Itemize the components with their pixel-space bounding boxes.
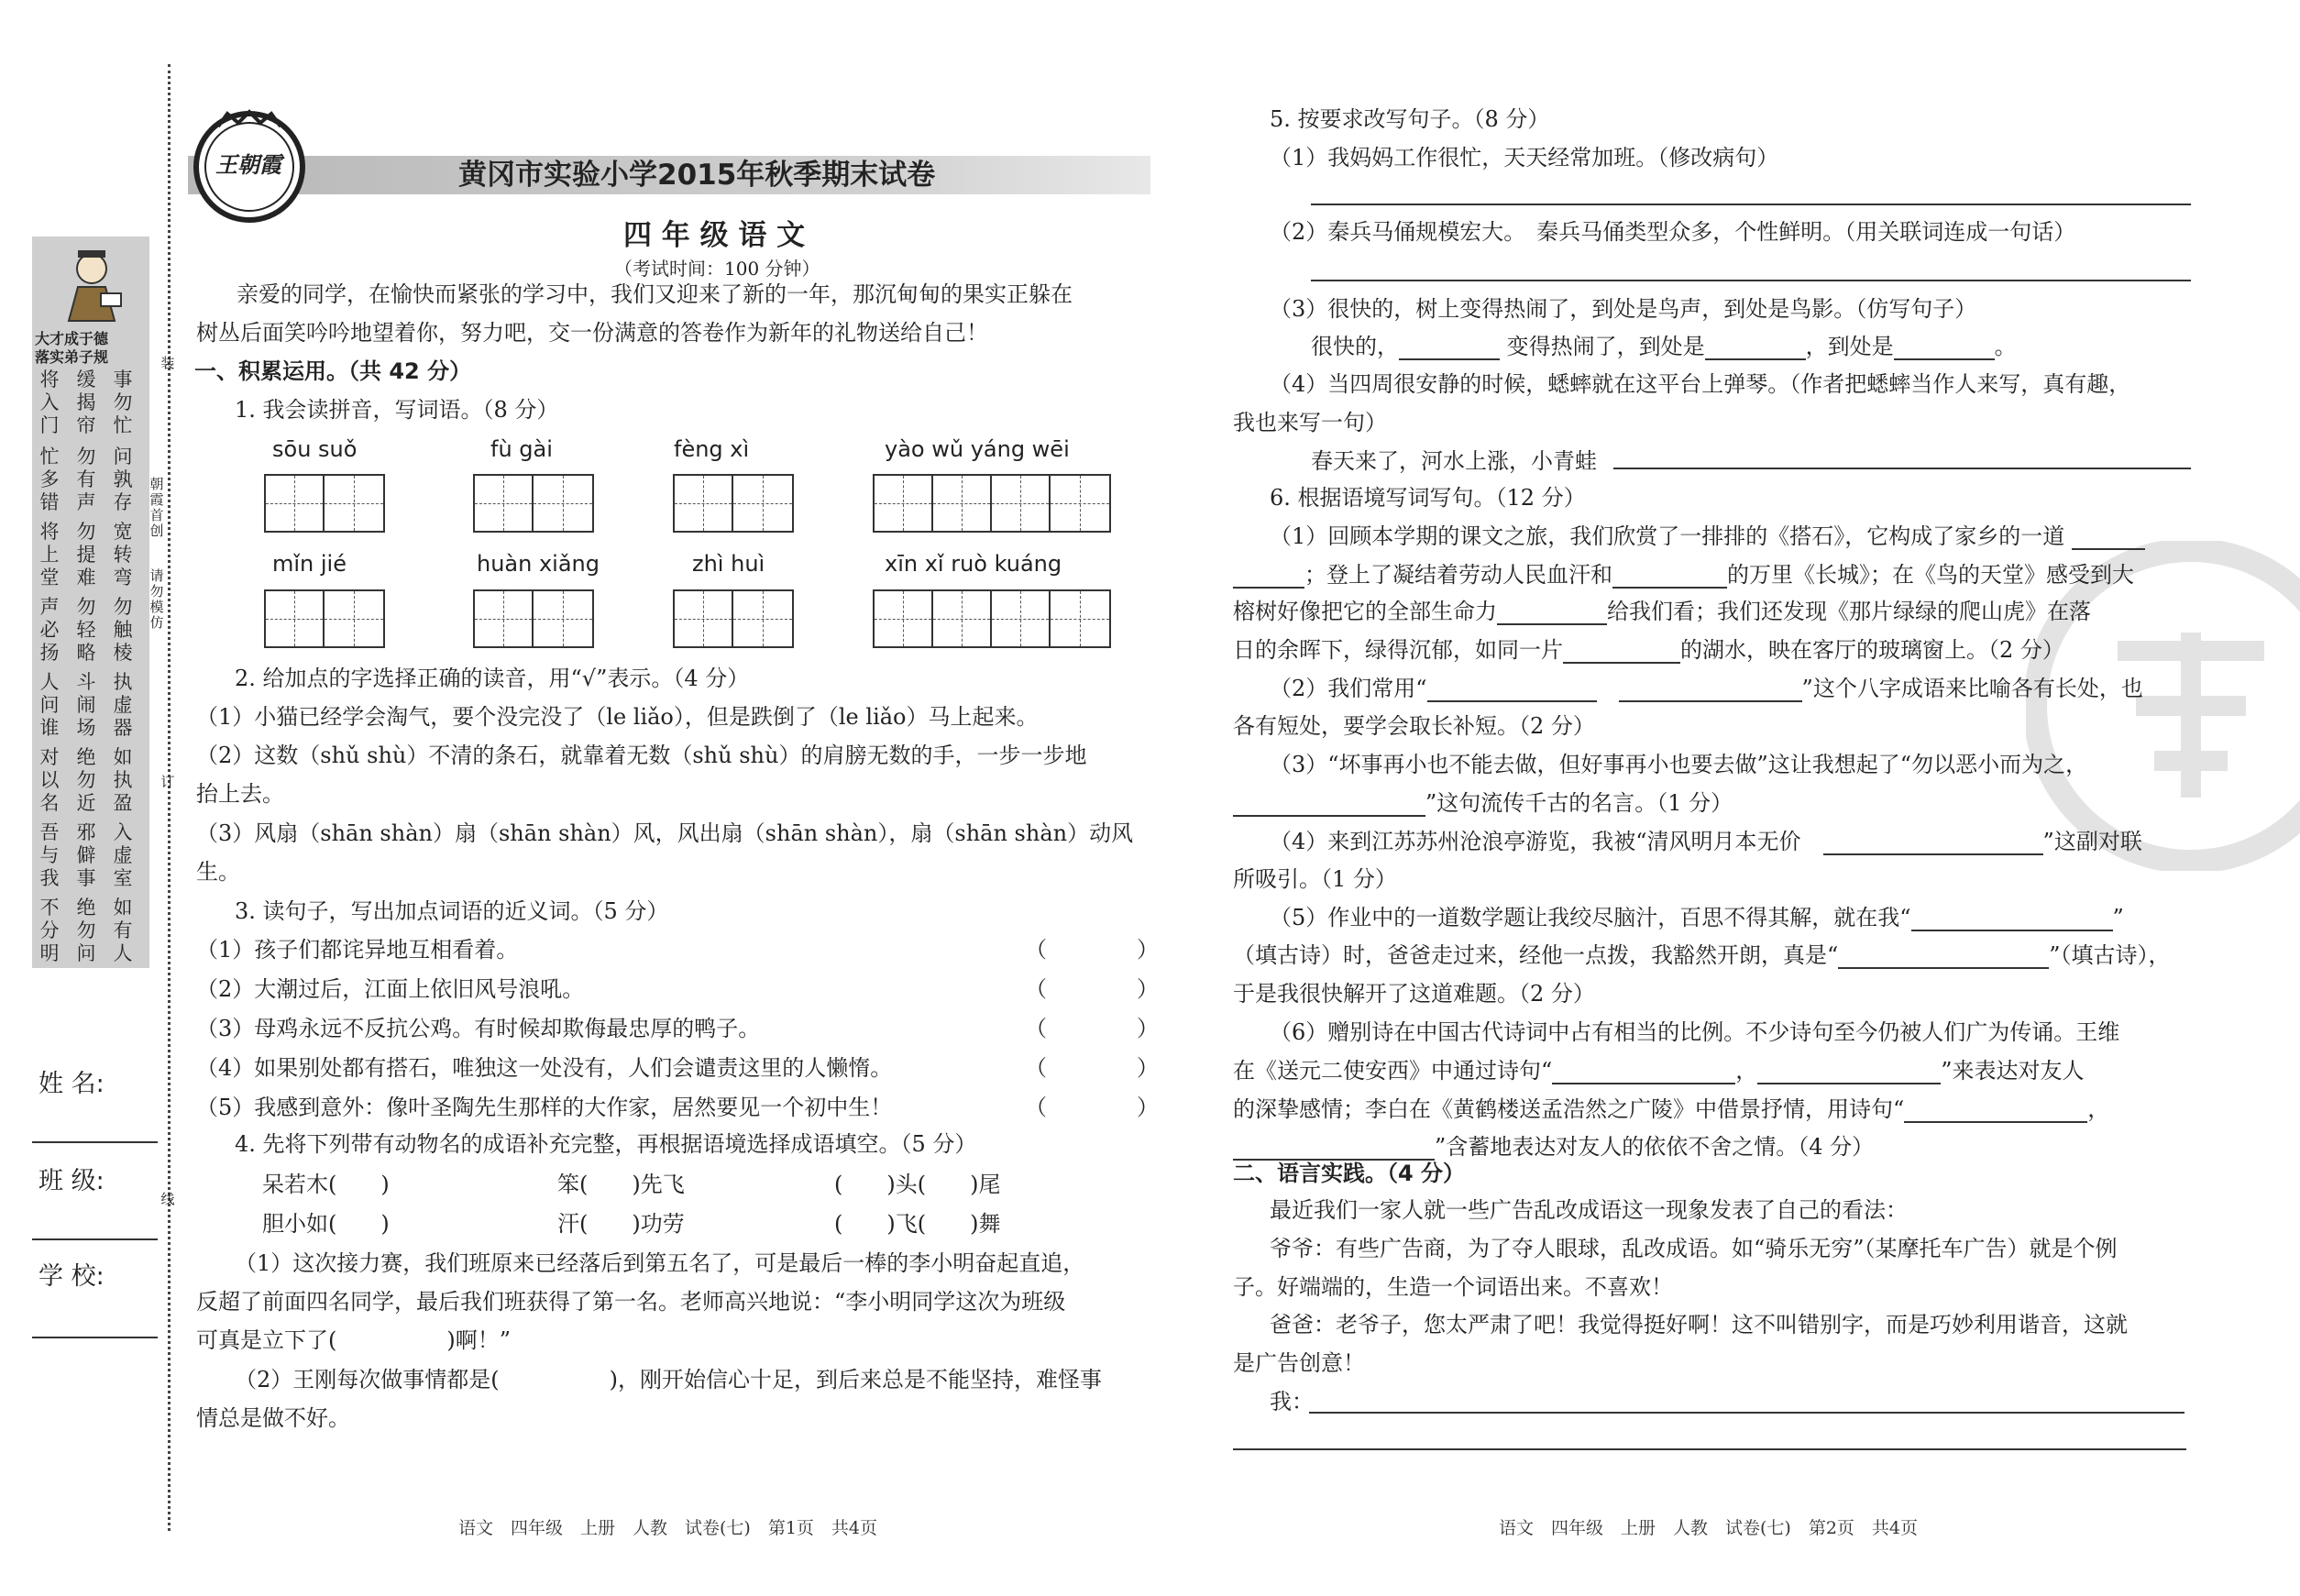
motto-column: 斗闹场 [76,671,96,739]
q4-sentence-1a: （1）这次接力赛，我们班原来已经落后到第五名了，可是最后一棒的李小明奋起直追， [235,1250,1085,1276]
motto-column: 如执盈 [113,746,133,814]
q3-item: （4）如果别处都有搭石，唯独这一处没有，人们会谴责这里的人懒惰。 [196,1055,893,1081]
q6-p1-blank-1[interactable] [2072,526,2145,550]
q6-p4a-text-2: ”这副对联 [2042,829,2142,854]
motto-column: 不分明 [39,897,60,964]
motto-column: 勿触棱 [113,596,133,664]
intro-line-2: 树丛后面笑吟吟地望着你，努力吧，交一份满意的答卷作为新年的礼物送给自己！ [196,320,988,346]
q5-s3-part-1: 很快的， [1311,334,1399,359]
q6-p4a-text-1: （4）来到江苏苏州沧浪亭游览，我被“清风明月本无价 [1270,829,1801,854]
q3-answer-paren-open: （ [1025,1016,1047,1041]
s2-line-2b: 子。好端端的，生造一个词语出来。不喜欢！ [1233,1274,1673,1300]
motto-column: 宽转弯 [113,521,133,589]
q1-stem: 1. 我会读拼音，写词语。（8 分） [235,397,559,423]
q6-p6-blank-3[interactable] [1904,1099,2087,1123]
q5-s1: （1）我妈妈工作很忙，天天经常加班。（修改病句） [1270,145,1779,171]
q6-stem: 6. 根据语境写词写句。（12 分） [1270,485,1586,511]
q3-stem: 3. 读句子，写出加点词语的近义词。（5 分） [235,898,669,924]
q4-sentence-1c: 可真是立下了( )啊！” [196,1327,511,1353]
binding-mark-zhuang: 装 [160,355,175,371]
s2-line-4-label: 我： [1270,1389,1314,1414]
motto-column: 入虚室 [113,821,133,889]
q4-idiom-5[interactable]: 汗( )功劳 [557,1211,685,1237]
q2-line-4: （3）风扇（shān shàn）扇（shān shàn）风，风出扇（shān shàn），扇（shān shàn）动风 [196,820,1134,846]
q3-answer-paren-close: ） [1137,937,1159,963]
q6-p6b-text-3: ”来表达对友人 [1941,1058,2085,1084]
q6-p1c [1233,598,2091,625]
q6-p4b: 所吸引。（1 分） [1233,866,1397,892]
q3-item: （5）我感到意外：像叶圣陶先生那样的大作家，居然要见一个初中生！ [196,1095,893,1120]
motto-column: 勿提难 [76,521,96,589]
q6-p1d-text-2: 的湖水，映在客厅的玻璃窗上。（2 分） [1680,637,2064,663]
q6-p5b-text-2: ”（填古诗）， [2049,942,2171,968]
q6-p1-blank-2[interactable] [1612,565,1727,589]
motto-column: 缓揭帘 [76,369,96,436]
class-label: 班 级: [39,1167,105,1195]
footer-page-1: 语文 四年级 上册 人教 试卷(七) 第1页 共4页 [458,1518,878,1538]
motto-top-1: 大才成于德 [35,330,109,347]
q6-p1b [1233,561,2134,589]
q3-answer-paren-open: （ [1025,1095,1047,1120]
q6-p3b-text: ”这句流传千古的名言。（1 分） [1425,790,1733,816]
q6-p1-blank-3[interactable] [1497,601,1607,625]
q6-p1b-text-2: 的万里《长城》；在《鸟的天堂》感受到大 [1727,562,2134,588]
subject-title: 四 年 级 语 文 [623,219,806,252]
motto-column: 事勿忙 [113,369,133,436]
q1-answer-grid-2[interactable] [473,474,594,533]
q6-p3-blank[interactable] [1233,793,1425,817]
cut-line [168,64,171,1531]
name-label: 姓 名: [39,1070,105,1098]
q5-s4-answer-line[interactable] [1613,468,2191,469]
q6-p1d-text-1: 日的余晖下，绿得沉郁，如同一片 [1233,637,1563,663]
q6-p1d [1233,636,2064,664]
q6-p6b [1233,1057,2085,1084]
q3-answer-paren-close: ） [1137,1016,1159,1041]
motto-column: 将上堂 [39,521,60,589]
q3-answer-paren-close: ） [1137,976,1159,1002]
q2-line-5: 生。 [196,859,240,885]
q6-p5b [1233,941,2171,969]
q6-p1a-text: （1）回顾本学期的课文之旅，我们欣赏了一排排的《搭石》，它构成了家乡的一道 [1270,523,2065,549]
q1-answer-grid-4[interactable] [873,474,1111,533]
motto-column: 问孰存 [113,446,133,513]
q6-p5b-text-1: （填古诗）时，爸爸走过来，经他一点拨，我豁然开朗，真是“ [1233,942,1839,968]
motto-column: 绝勿问 [76,897,96,964]
q5-s4a: （4）当四周很安静的时候，蟋蟀就在这平台上弹琴。（作者把蟋蟀当作人来写，真有趣， [1270,371,2131,397]
q6-p1c-text-1: 榕树好像把它的全部生命力 [1233,599,1497,624]
motto-column: 吾与我 [39,821,60,889]
q4-stem: 4. 先将下列带有动物名的成语补充完整，再根据语境选择成语填空。（5 分） [235,1131,977,1157]
q2-stem: 2. 给加点的字选择正确的读音，用“√”表示。（4 分） [235,666,750,691]
q6-p2b: 各有短处，要学会取长补短。（2 分） [1233,713,1595,739]
q4-sentence-1b: 反超了前面四名同学，最后我们班获得了第一名。老师高兴地说：“李小明同学这次为班级 [196,1289,1066,1315]
q6-p2a-text-2: ”这个八字成语来比喻各有长处，也 [1801,676,2143,701]
q1-pinyin-7: zhì huì [692,551,765,577]
q3-answer-paren-open: （ [1025,1055,1047,1081]
q3-answer-paren-close: ） [1137,1055,1159,1081]
q6-p6c-text-2: ， [2087,1096,2110,1122]
q5-s3-template [1311,333,2017,360]
section-2-title: 二、语言实践。（4 分） [1233,1161,1466,1186]
q6-p2-blank-2[interactable] [1619,678,1802,702]
q1-answer-grid-3[interactable] [673,474,794,533]
q3-answer-paren-open: （ [1025,937,1047,963]
q1-answer-grid-7[interactable] [673,589,794,648]
binding-mark-xian: 线 [160,1191,175,1207]
q1-pinyin-5: mǐn jié [272,551,347,577]
q6-p5-blank-2[interactable] [1838,945,2049,969]
q5-s3: （3）很快的，树上变得热闹了，到处是鸟声，到处是鸟影。（仿写句子） [1270,296,1977,322]
binding-mark-ding: 订 [160,774,175,790]
s2-line-3b: 是广告创意！ [1233,1350,1365,1376]
s2-line-2a: 爷爷：有些广告商，为了夺人眼球，乱改成语。如“骑乐无穷”（某摩托车广告）就是个例 [1270,1236,2118,1261]
school-label: 学 校: [39,1262,105,1291]
q6-p5-blank-1[interactable] [1911,908,2113,931]
q5-s2-answer-line[interactable] [1311,280,2191,281]
q1-pinyin-4: yào wǔ yáng wēi [885,436,1070,462]
q6-p6a: （6）赠别诗在中国古代诗词中占有相当的比例。不少诗句至今仍被人们广为传诵。王维 [1270,1019,2120,1045]
copyright-note-2: 请勿模仿 [149,567,164,631]
motto-column: 对以名 [39,746,60,814]
q4-idiom-6[interactable]: ( )飞( )舞 [834,1211,1001,1237]
motto-column: 如有人 [113,897,133,964]
q6-p3a: （3）“坏事再小也不能去做，但好事再小也要去做”这让我想起了“勿以恶小而为之， [1270,752,2088,777]
q4-idiom-1[interactable]: 呆若木( ) [262,1172,390,1197]
q2-line-2: （2）这数（shǔ shù）不清的条石，就靠着无数（shǔ shù）的肩膀无数的手，一步一步地 [196,743,1087,768]
q6-p6-blank-1[interactable] [1552,1061,1735,1084]
s2-line-3a: 爸爸：老爷子，您太严肃了吧！我觉得挺好啊！这不叫错别字，而是巧妙利用谐音，这就 [1270,1312,2128,1337]
motto-column: 执虚器 [113,671,133,739]
logo-text: 王朝霞 [215,151,281,178]
q4-idiom-3[interactable]: ( )头( )尾 [834,1172,1001,1197]
q1-pinyin-1: sōu suǒ [272,436,358,462]
q2-line-3: 抬上去。 [196,781,284,807]
q6-p6-blank-4[interactable] [1233,1137,1435,1161]
q5-stem: 5. 按要求改写句子。（8 分） [1270,106,1550,132]
q1-answer-grid-5[interactable] [264,589,385,648]
q6-p1b-text-1: ；登上了凝结着劳动人民血汗和 [1304,562,1612,588]
q5-s3-blank-1[interactable] [1399,336,1500,360]
name-field[interactable] [32,1141,158,1143]
q6-p5a-text-1: （5）作业中的一道数学题让我绞尽脑汁，百思不得其解，就在我“ [1270,905,1911,930]
q5-s3-part-2: 变得热闹了，到处是 [1506,334,1705,359]
q1-pinyin-8: xīn xǐ ruò kuáng [885,551,1062,577]
school-field[interactable] [32,1337,158,1338]
intro-line-1: 亲爱的同学，在愉快而紧张的学习中，我们又迎来了新的一年，那沉甸甸的果实正躲在 [237,281,1073,307]
s2-answer-line-1[interactable] [1309,1412,2184,1414]
q6-p1a [1270,523,2145,550]
q3-answer-paren-open: （ [1025,976,1047,1002]
q6-p6c-text-1: 的深挚感情；李白在《黄鹤楼送孟浩然之广陵》中借景抒情，用诗句“ [1233,1096,1905,1122]
scholar-figure-icon [50,243,133,325]
q4-sentence-2b: 情总是做不好。 [196,1405,350,1431]
q2-line-1: （1）小猫已经学会淘气，要个没完没了（le liǎo），但是跌倒了（le liǎo）马上起来。 [196,704,1039,730]
q3-item: （1）孩子们都诧异地互相看着。 [196,937,519,963]
q6-p2a-text-1: （2）我们常用“ [1270,676,1427,701]
watermark-stamp-icon [2026,541,2300,871]
q3-answer-paren-close: ） [1137,1095,1159,1120]
q3-item: （3）母鸡永远不反抗公鸡。有时候却欺侮最忠厚的鸭子。 [196,1016,761,1041]
motto-column: 邪僻事 [76,821,96,889]
q5-s4c: 春天来了，河水上涨，小青蛙 [1311,448,1597,474]
q6-p4a [1270,828,2142,855]
q5-s2: （2）秦兵马俑规模宏大。 秦兵马俑类型众多，个性鲜明。（用关联词连成一句话） [1270,219,2076,245]
motto-column: 将入门 [39,369,60,436]
q1-answer-grid-6[interactable] [473,589,594,648]
q6-p6d [1233,1133,1874,1161]
q1-pinyin-3: fèng xì [674,436,750,462]
q5-s3-part-3: ，到处是 [1805,334,1894,359]
motto-column: 绝勿近 [76,746,96,814]
q4-sentence-2a: （2）王刚每次做事情都是( )，刚开始信心十足，到后来总是不能坚持，难怪事 [235,1367,1102,1392]
q6-p6b-text-1: 在《送元二使安西》中通过诗句“ [1233,1058,1553,1084]
section-1-title: 一、积累运用。（共 42 分） [194,358,472,384]
q6-p3b [1233,789,1733,817]
q6-p5c: 于是我很快解开了这道难题。（2 分） [1233,981,1595,1007]
q6-p6b-text-2: ， [1735,1058,1758,1084]
q6-p1c-text-2: 给我们看；我们还发现《那片绿绿的爬山虎》在落 [1607,599,2091,624]
s2-answer-line-2[interactable] [1233,1448,2186,1450]
q6-p5a-text-2: ” [2112,905,2124,930]
motto-column: 勿有声 [76,446,96,513]
q5-s4b: 我也来写一句） [1233,410,1387,435]
motto-top-2: 落实弟子规 [35,348,109,366]
q1-answer-grid-8[interactable] [873,589,1111,648]
motto-column: 忙多错 [39,446,60,513]
exam-title: 黄冈市实验小学2015年秋季期末试卷 [458,159,936,192]
q6-p6-blank-2[interactable] [1757,1061,1941,1084]
q5-s1-answer-line[interactable] [1311,204,2191,205]
motto-column: 人问谁 [39,671,60,739]
copyright-note-1: 朝霞首创 [149,476,164,539]
q6-p1-blank-4[interactable] [1563,640,1680,664]
q4-idiom-2[interactable]: 笨( )先飞 [557,1172,685,1197]
motto-column: 勿轻略 [76,596,96,664]
exam-time: （考试时间：100 分钟） [614,258,820,280]
q6-p5a [1270,904,2124,931]
q1-pinyin-6: huàn xiǎng [477,551,600,577]
q1-pinyin-2: fù gài [490,436,553,462]
s2-line-1: 最近我们一家人就一些广告乱改成语这一现象发表了自己的看法： [1270,1197,1908,1223]
q5-s3-blank-2[interactable] [1705,336,1806,360]
q5-s3-blank-3[interactable] [1894,336,1995,360]
q1-answer-grid-1[interactable] [264,474,385,533]
q6-p1-blank-1b[interactable] [1233,565,1304,589]
motto-column: 声必扬 [39,596,60,664]
q6-p2-blank-1[interactable] [1427,678,1597,702]
q5-s3-part-4: 。 [1994,334,2017,359]
q6-p2a [1270,675,2143,702]
q4-idiom-4[interactable]: 胆小如( ) [262,1211,390,1237]
q6-p4-blank[interactable] [1823,831,2043,855]
class-field[interactable] [32,1238,158,1240]
q3-item: （2）大潮过后，江面上依旧风号浪吼。 [196,976,585,1002]
q6-p6d-text: ”含蓄地表达对友人的依依不舍之情。（4 分） [1435,1134,1875,1160]
q6-p6c [1233,1095,2109,1123]
footer-page-2: 语文 四年级 上册 人教 试卷(七) 第2页 共4页 [1499,1518,1919,1538]
